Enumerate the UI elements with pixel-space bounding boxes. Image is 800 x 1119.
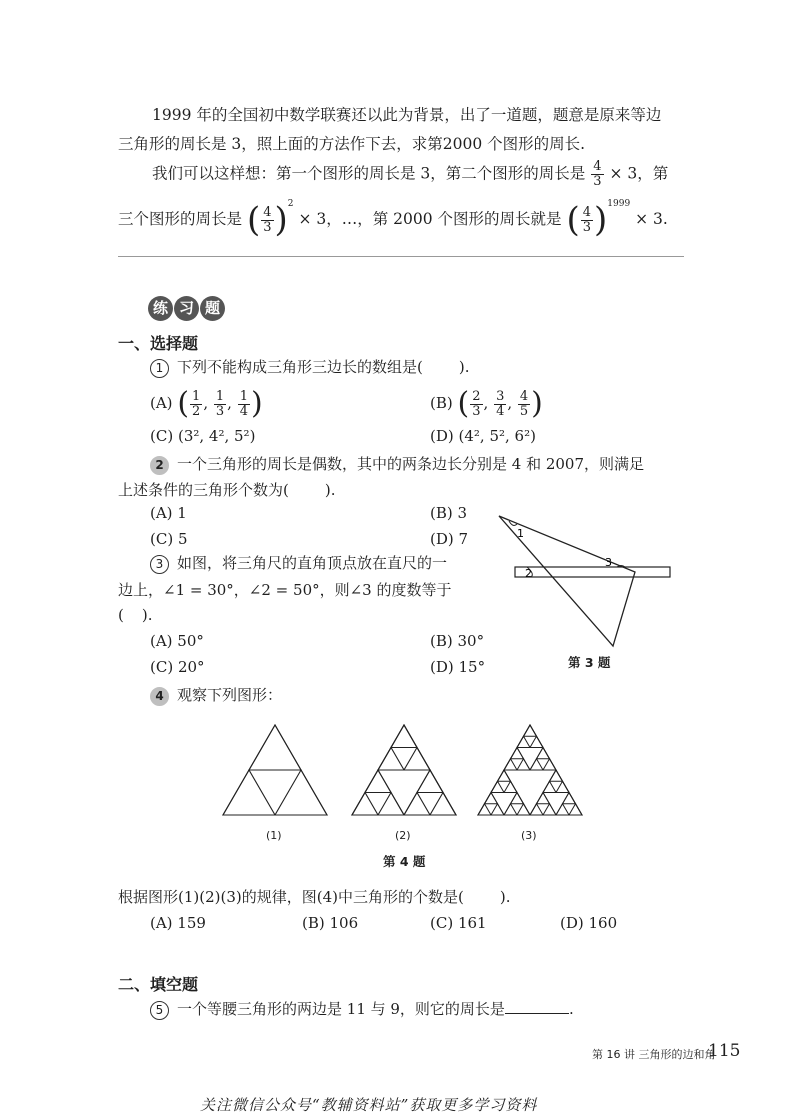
- q3-option-a: (A) 50°: [150, 632, 204, 650]
- triangle: [417, 770, 443, 793]
- triangle: [530, 804, 543, 815]
- section-divider: [118, 256, 684, 257]
- q4-option-d: (D) 160: [560, 914, 618, 932]
- triangle: [537, 793, 550, 804]
- answer-blank: [505, 999, 569, 1014]
- triangle: [378, 793, 404, 816]
- figure-caption-3: 第 3 题: [568, 655, 611, 670]
- figure-label-1: (1): [266, 829, 282, 842]
- triangle: [365, 770, 391, 793]
- question-number: 5: [150, 1001, 169, 1020]
- chapter-label: 第 16 讲 三角形的边和角: [592, 1048, 716, 1061]
- q1-option-c: (C) (3², 4², 5²): [150, 427, 256, 445]
- triangle: [491, 781, 504, 792]
- triangle: [543, 759, 556, 770]
- q3-option-d: (D) 15°: [430, 658, 486, 676]
- question-2-line-2: 上述条件的三角形个数为( ).: [118, 481, 336, 499]
- q3-option-c: (C) 20°: [150, 658, 205, 676]
- triangle-ruler-figure: [495, 508, 685, 650]
- practice-title: 练 习 题: [148, 296, 226, 321]
- question-3-line-3: ( ).: [118, 606, 153, 624]
- question-number: 1: [150, 359, 169, 378]
- triangle: [563, 793, 576, 804]
- triangle: [530, 759, 543, 770]
- triangle: [391, 725, 417, 748]
- q4-option-b: (B) 106: [302, 914, 359, 932]
- triangle: [430, 793, 456, 816]
- triangle: [478, 804, 491, 815]
- triangle: [517, 759, 530, 770]
- q2-option-c: (C) 5: [150, 530, 188, 548]
- triangle: [569, 804, 582, 815]
- question-4: 4 观察下列图形：: [150, 685, 282, 706]
- page-number: 115: [708, 1041, 741, 1061]
- triangle: [491, 804, 504, 815]
- triangle: [511, 748, 524, 759]
- fraction: $\frac{4}{3}$: [593, 159, 602, 189]
- intro-line-3: 我们可以这样想：第一个图形的周长是 3，第二个图形的周长是 $\frac{4}{3}$ × 3，第: [152, 159, 669, 189]
- intro-line-2: 三角形的周长是 3，照上面的方法作下去，求第2000 个图形的周长.: [118, 135, 586, 153]
- triangle: [517, 736, 530, 747]
- angle-label-2: 2: [525, 567, 532, 580]
- triangle: [511, 793, 524, 804]
- triangle: [504, 804, 517, 815]
- question-1: 1 下列不能构成三角形三边长的数组是( ).: [150, 357, 469, 378]
- angle-label-1: 1: [517, 527, 524, 540]
- intro-line-1: 1999 年的全国初中数学联赛还以此为背景，出了一道题，题意是原来等边: [152, 106, 662, 124]
- q1-option-b: (B) ( $\frac{2}{3}$ , $\frac{3}{4}$ , $\frac{4}{5}$ ): [430, 386, 543, 421]
- question-4-ask: 根据图形(1)(2)(3)的规律，图(4)中三角形的个数是( ).: [118, 888, 511, 906]
- question-3: 3 如图，将三角尺的直角顶点放在直尺的一: [150, 553, 447, 574]
- watermark-text: 关注微信公众号“教辅资料站”获取更多学习资料: [200, 1096, 538, 1114]
- q2-option-d: (D) 7: [430, 530, 469, 548]
- triangle: [543, 804, 556, 815]
- triangle: [352, 793, 378, 816]
- question-number: 3: [150, 555, 169, 574]
- triangle: [556, 804, 569, 815]
- triangle: [550, 770, 563, 781]
- ruler: [515, 567, 670, 577]
- q4-option-a: (A) 159: [150, 914, 206, 932]
- q3-option-b: (B) 30°: [430, 632, 485, 650]
- sierpinski-figure-1: [220, 722, 330, 818]
- intro-line-4: 三个图形的周长是 ( $\frac{4}{3}$ )$^2$ × 3，…，第 2000 个图形的周长就是 ( $\frac{4}{3}$ )$^{1999}$ × 3.: [118, 198, 668, 240]
- triangle: [530, 736, 543, 747]
- triangle: [404, 748, 430, 771]
- triangle: [378, 748, 404, 771]
- triangle: [404, 793, 430, 816]
- figure-label-3: (3): [521, 829, 537, 842]
- question-3-line-2: 边上，∠1 = 30°，∠2 = 50°，则∠3 的度数等于: [118, 581, 452, 599]
- triangle: [485, 793, 498, 804]
- triangle: [537, 748, 550, 759]
- q2-option-b: (B) 3: [430, 504, 468, 522]
- triangle: [275, 770, 327, 815]
- angle-label-3: 3: [605, 556, 612, 569]
- q1-option-a: (A) ( $\frac{1}{2}$ , $\frac{1}{3}$ , $\frac{1}{4}$ ): [150, 386, 263, 421]
- q2-option-a: (A) 1: [150, 504, 187, 522]
- triangle: [498, 770, 511, 781]
- sierpinski-figure-3: [475, 722, 585, 818]
- figure-caption-4: 第 4 题: [383, 854, 426, 869]
- section-heading-choice: 一、选择题: [118, 334, 199, 353]
- triangle: [517, 804, 530, 815]
- question-number: 4: [150, 687, 169, 706]
- triangle: [223, 770, 275, 815]
- sierpinski-figure-2: [349, 722, 459, 818]
- triangle: [524, 725, 537, 736]
- question-5: 5 一个等腰三角形的两边是 11 与 9，则它的周长是 .: [150, 999, 574, 1020]
- q4-option-c: (C) 161: [430, 914, 487, 932]
- triangle: [504, 781, 517, 792]
- triangle: [504, 759, 517, 770]
- section-heading-fill: 二、填空题: [118, 975, 199, 994]
- q1-option-d: (D) (4², 5², 6²): [430, 427, 536, 445]
- question-2: 2 一个三角形的周长是偶数，其中的两条边长分别是 4 和 2007，则满足: [150, 454, 644, 475]
- triangle: [249, 725, 301, 770]
- triangle: [556, 781, 569, 792]
- question-number: 2: [150, 456, 169, 475]
- figure-label-2: (2): [395, 829, 411, 842]
- triangle: [543, 781, 556, 792]
